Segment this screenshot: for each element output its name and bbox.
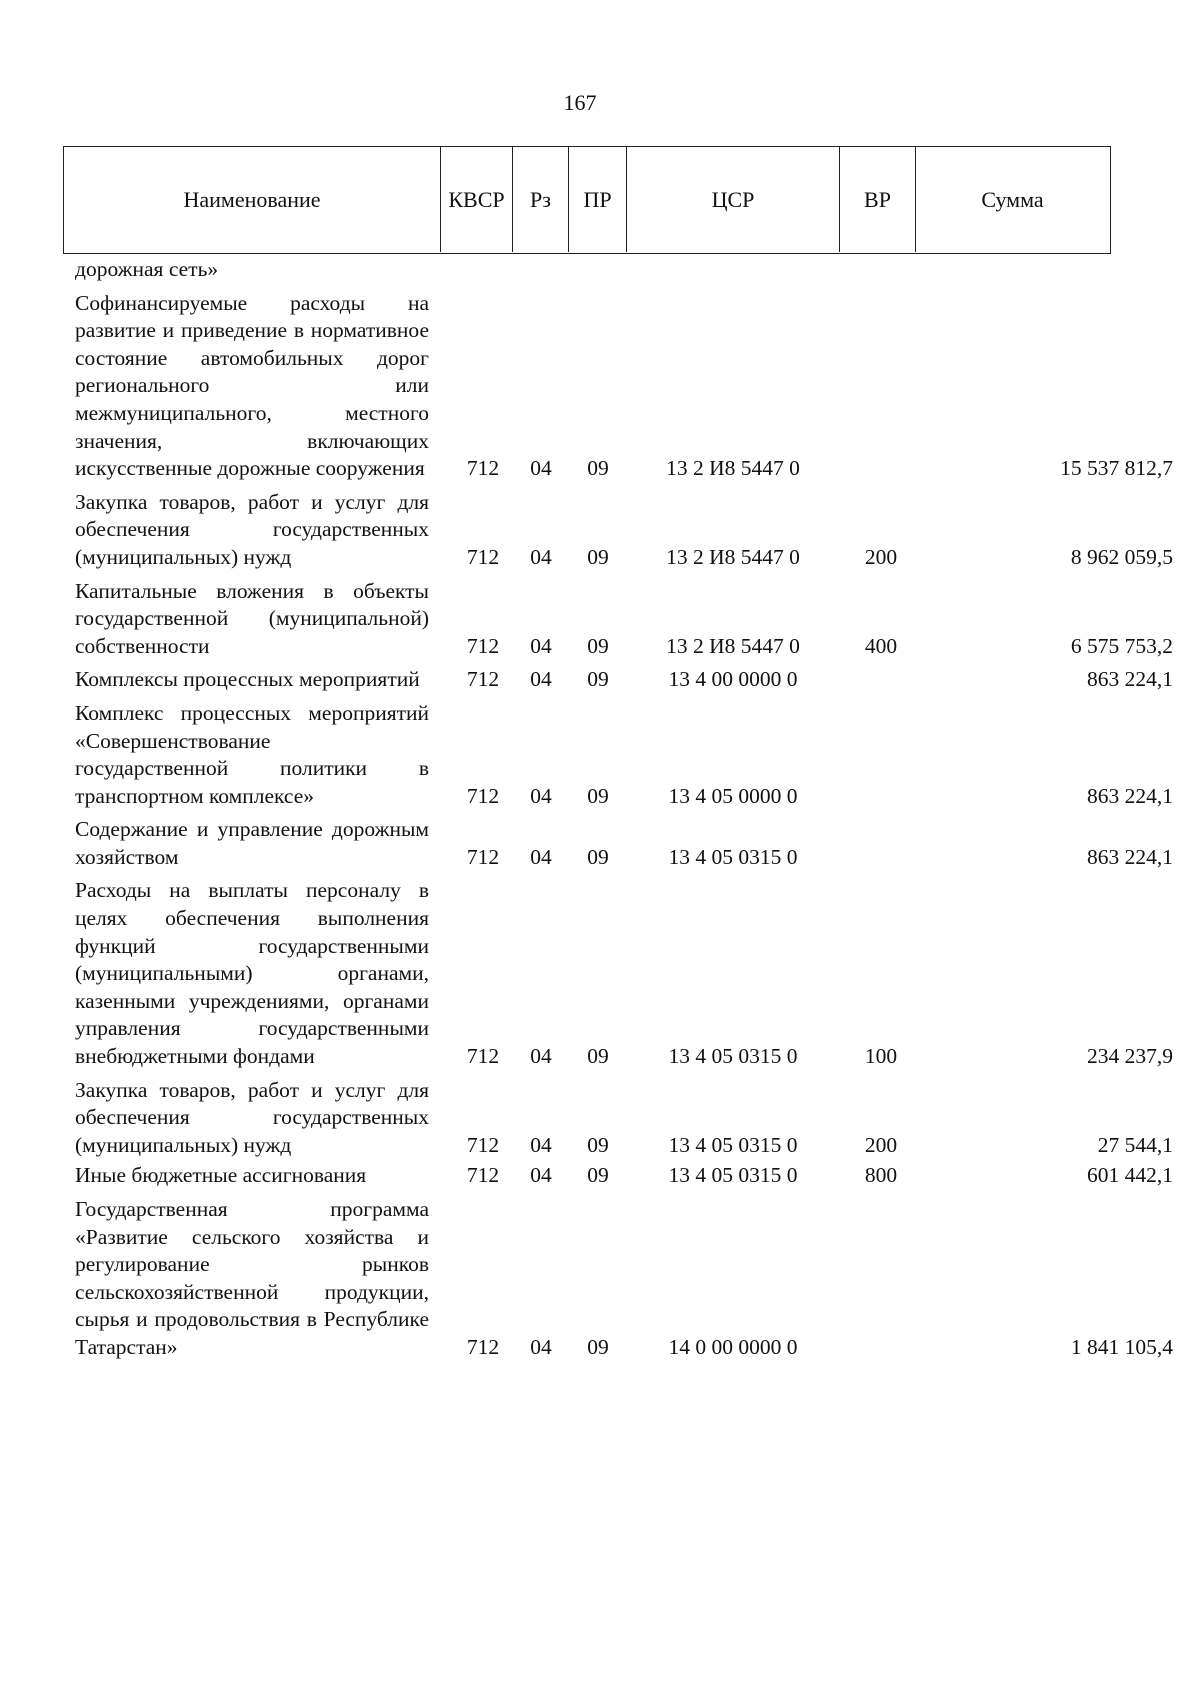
- table-row: [75, 578, 1173, 661]
- row-pr: 09: [587, 1334, 609, 1359]
- row-csr: 13 2 И8 5447 0: [666, 544, 800, 569]
- row-rz: 04: [530, 1132, 552, 1157]
- row-sum: 1 841 105,4: [1070, 1334, 1173, 1359]
- row-pr: 09: [587, 1132, 609, 1157]
- row-name: Расходы на выплаты персоналу в целях обеспечения выполнения функций государственными (муниципальными) органами, казенными учреждениями, органами управления государственными внебюджетными фондами: [75, 878, 429, 1069]
- row-csr: 13 4 05 0315 0: [668, 1044, 798, 1069]
- row-pr: 09: [587, 544, 609, 569]
- row-pr: 09: [587, 667, 609, 692]
- row-vr: 200: [864, 1132, 898, 1157]
- table-row: [75, 666, 1173, 694]
- row-kvsr: 712: [466, 544, 500, 569]
- row-kvsr: 712: [466, 1163, 500, 1188]
- page-number: 167: [563, 90, 597, 115]
- row-vr: 100: [864, 1044, 898, 1069]
- table-row: [75, 1196, 1173, 1362]
- row-sum: 8 962 059,5: [1070, 544, 1173, 569]
- row-rz: 04: [530, 783, 552, 808]
- row-rz: 04: [530, 1334, 552, 1359]
- row-kvsr: 712: [466, 1044, 500, 1069]
- row-rz: 04: [530, 667, 552, 692]
- row-name: Содержание и управление дорожным хозяйством: [75, 817, 429, 869]
- row-pr: 09: [587, 456, 609, 481]
- row-name: Государственная программа «Развитие сельского хозяйства и регулирование рынков сельскохозяйственной продукции, сырья и продовольствия в Республике Татарстан»: [75, 1197, 429, 1359]
- row-rz: 04: [530, 456, 552, 481]
- row-csr: 14 0 00 0000 0: [668, 1334, 798, 1359]
- header-pr: ПР: [569, 147, 627, 252]
- header-kvsr: КВСР: [441, 147, 513, 252]
- row-kvsr: 712: [466, 667, 500, 692]
- row-sum: 863 224,1: [1087, 667, 1173, 692]
- table-row: [75, 700, 1173, 810]
- row-kvsr: 712: [466, 844, 500, 869]
- row-pr: 09: [587, 783, 609, 808]
- row-sum: 863 224,1: [1087, 844, 1173, 869]
- table-row: [75, 290, 1173, 483]
- row-kvsr: 712: [466, 1334, 500, 1359]
- table-row: [75, 1162, 1173, 1190]
- row-kvsr: 712: [466, 633, 500, 658]
- row-kvsr: 712: [466, 456, 500, 481]
- table-header: [63, 146, 1111, 254]
- row-name: Иные бюджетные ассигнования: [75, 1163, 367, 1188]
- row-vr: 800: [864, 1163, 898, 1188]
- header-vr: ВР: [840, 147, 916, 252]
- row-csr: 13 4 05 0000 0: [668, 783, 798, 808]
- row-pr: 09: [587, 844, 609, 869]
- row-csr: 13 4 05 0315 0: [668, 1163, 798, 1188]
- row-name: Комплекс процессных мероприятий «Совершенствование государственной политики в транспортном комплексе»: [75, 700, 429, 808]
- table-row: [75, 816, 1173, 871]
- row-csr: 13 2 И8 5447 0: [666, 456, 800, 481]
- row-name: Комплексы процессных мероприятий: [75, 667, 420, 692]
- table-row: [75, 1077, 1173, 1160]
- row-rz: 04: [530, 544, 552, 569]
- row-name: дорожная сеть»: [75, 257, 219, 281]
- header-sum: Сумма: [981, 186, 1044, 212]
- row-csr: 13 4 05 0315 0: [668, 1132, 798, 1157]
- row-rz: 04: [530, 1163, 552, 1188]
- continuation-row: [75, 256, 1105, 284]
- row-sum: 863 224,1: [1087, 783, 1173, 808]
- header-csr: ЦСР: [627, 147, 840, 252]
- header-name: Наименование: [64, 147, 441, 252]
- table-row: [75, 489, 1173, 572]
- row-name: Закупка товаров, работ и услуг для обеспечения государственных (муниципальных) нужд: [75, 489, 429, 569]
- row-csr: 13 4 00 0000 0: [668, 667, 798, 692]
- table-row: [75, 877, 1173, 1070]
- row-vr: 400: [864, 633, 898, 658]
- table-body: [75, 256, 1173, 1362]
- row-pr: 09: [587, 1163, 609, 1188]
- row-kvsr: 712: [466, 1132, 500, 1157]
- row-rz: 04: [530, 1044, 552, 1069]
- row-csr: 13 4 05 0315 0: [668, 844, 798, 869]
- header-rz: Рз: [513, 147, 569, 252]
- row-name: Капитальные вложения в объекты государственной (муниципальной) собственности: [75, 578, 429, 658]
- row-sum: 601 442,1: [1087, 1163, 1173, 1188]
- row-sum: 15 537 812,7: [1060, 456, 1173, 481]
- row-sum: 234 237,9: [1087, 1044, 1173, 1069]
- row-name: Закупка товаров, работ и услуг для обеспечения государственных (муниципальных) нужд: [75, 1077, 429, 1157]
- row-pr: 09: [587, 1044, 609, 1069]
- row-rz: 04: [530, 844, 552, 869]
- row-sum: 6 575 753,2: [1070, 633, 1173, 658]
- row-csr: 13 2 И8 5447 0: [666, 633, 800, 658]
- row-kvsr: 712: [466, 783, 500, 808]
- row-pr: 09: [587, 633, 609, 658]
- row-vr: 200: [864, 544, 898, 569]
- row-name: Софинансируемые расходы на развитие и приведение в нормативное состояние автомобильных дорог регионального или межмуниципального, местного значения, включающих искусственные дорожные сооружения: [75, 290, 429, 481]
- row-rz: 04: [530, 633, 552, 658]
- row-sum: 27 544,1: [1097, 1132, 1173, 1157]
